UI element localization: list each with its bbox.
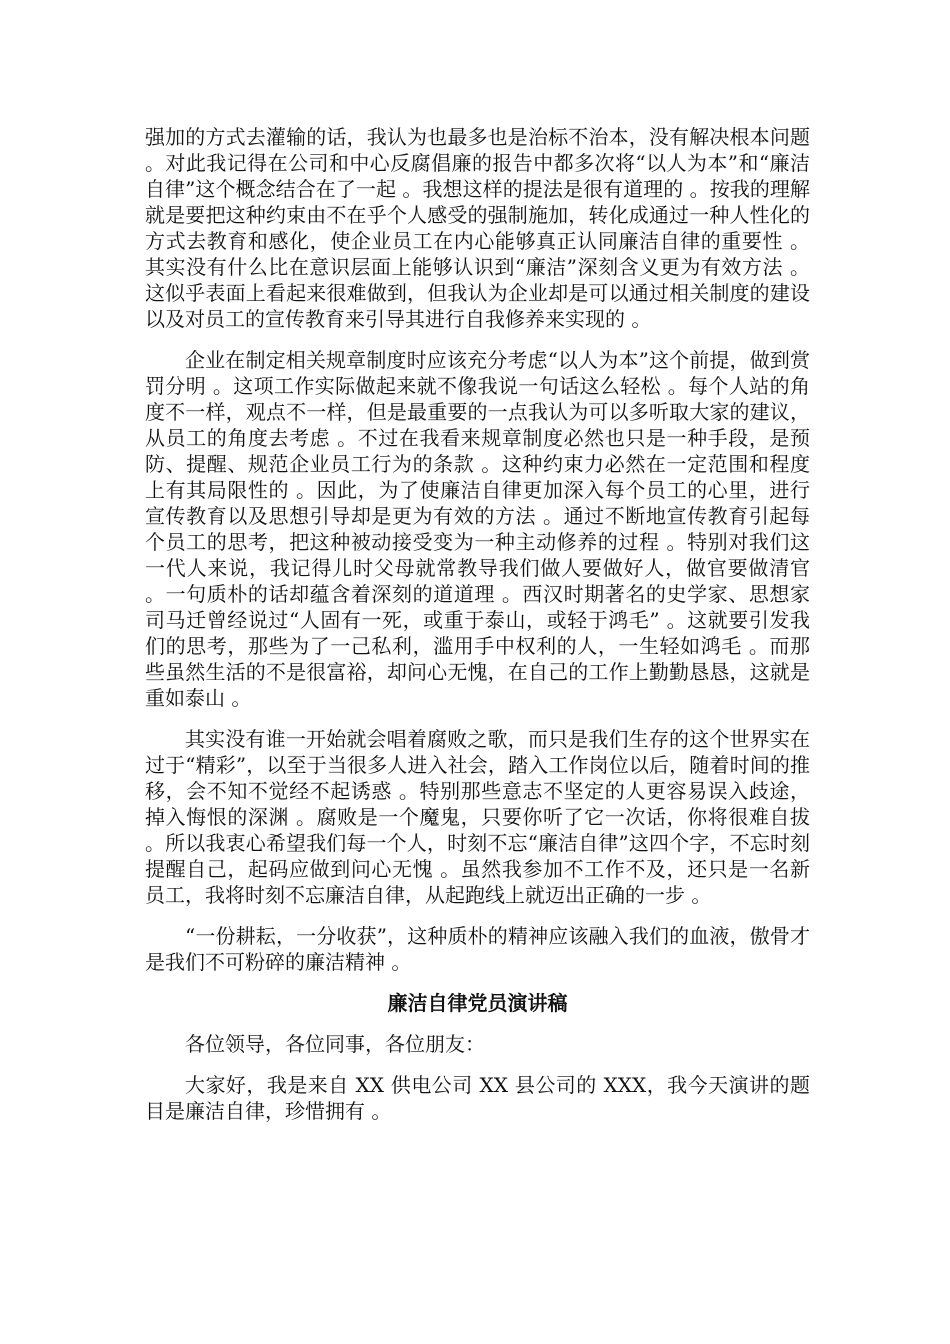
- paragraph-regulations: 企业在制定相关规章制度时应该充分考虑“以人为本”这个前提，做到赏罚分明 。这项工作实际做起来就不像我说一句话这么轻松 。每个人站的角度不一样，观点不一样，但是最重要的一点我认为可以多听取大家的建议，从员工的角度去考虑 。不过在我看来规章制度必然也只是一种手段，是预防、提醒、规范企业员工行为的条款 。这种约束力必然在一定范围和程度上有其局限性的 。因此，为了使廉洁自律更加深入每个员工的心里，进行宣传教育以及思想引导却是更为有效的方法 。通过不断地宣传教育引起每个员工的思考，把这种被动接受变为一种主动修养的过程 。特别对我们这一代人来说，我记得儿时父母就常教导我们做人要做好人，做官要做清官 。一句质朴的话却蕴含着深刻的道道理 。西汉时期著名的史学家、思想家司马迁曾经说过“人固有一死，或重于泰山，或轻于鸿毛” 。这就要引发我们的思考，那些为了一己私利，滥用手中权利的人，一生轻如鸿毛 。而那些虽然生活的不是很富裕，却问心无愧，在自己的工作上勤勤恳恳，这就是重如泰山 。: [145, 348, 810, 710]
- paragraph-closing: “一份耕耘，一分收获”，这种质朴的精神应该融入我们的血液，傲骨才是我们不可粉碎的廉洁精神 。: [145, 924, 810, 974]
- document-page: [145, 124, 810, 1139]
- speech-greeting: 各位领导，各位同事，各位朋友：: [185, 1032, 485, 1056]
- paragraph-continued: 强加的方式去灌输的话，我认为也最多也是治标不治本，没有解决根本问题 。对此我记得在公司和中心反腐倡廉的报告中都多次将“以人为本”和“廉洁自律”这个概念结合在了一起 。我想这样的提法是很有道理的 。按我的理解就是要把这种约束由不在乎个人感受的强制施加，转化成通过一种人性化的方式去教育和感化，使企业员工在内心能够真正认同廉洁自律的重要性 。其实没有什么比在意识层面上能够认识到“廉洁”深刻含义更为有效方法 。这似乎表面上看起来很难做到，但我认为企业却是可以通过相关制度的建设以及对员工的宣传教育来引导其进行自我修养来实现的 。: [145, 125, 810, 331]
- speech-intro: 大家好，我是来自 XX 供电公司 XX 县公司的 XXX，我今天演讲的题目是廉洁自律，珍惜拥有 。: [145, 1073, 810, 1123]
- speech-title: 廉洁自律党员演讲稿: [387, 991, 568, 1015]
- paragraph-corruption: 其实没有谁一开始就会唱着腐败之歌，而只是我们生存的这个世界实在过于“精彩”，以至于当很多人进入社会，踏入工作岗位以后，随着时间的推移，会不知不觉经不起诱惑 。特别那些意志不坚定的人更容易误入歧途，掉入悔恨的深渊 。腐败是一个魔鬼，只要你听了它一次话，你将很难自拔 。所以我衷心希望我们每一个人，时刻不忘“廉洁自律”这四个字，不忘时刻提醒自己，起码应做到问心无愧 。虽然我参加不工作不及，还只是一名新员工，我将时刻不忘廉洁自律，从起跑线上就迈出正确的一步 。: [145, 727, 810, 907]
